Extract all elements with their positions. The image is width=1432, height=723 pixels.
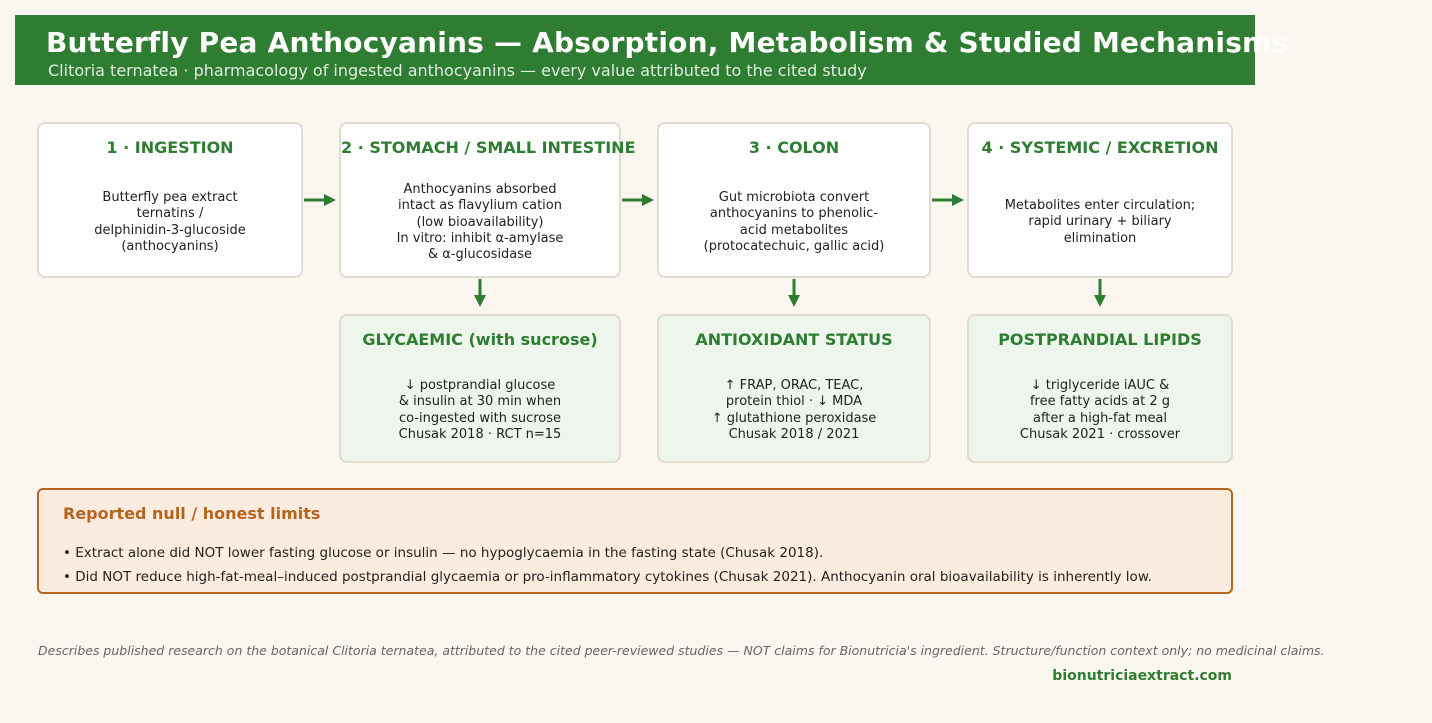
outcome-title: GLYCAEMIC (with sucrose): [362, 330, 598, 349]
arrow-down-icon: [1092, 279, 1108, 309]
stage-line: (anthocyanins): [121, 238, 219, 254]
stage-line: Anthocyanins absorbed: [403, 182, 557, 197]
stage-ingestion-box: [37, 122, 303, 278]
limits-item: • Extract alone did NOT lower fasting glucose or insulin — no hypoglycaemia in the fasting state (Chusak 2018).: [63, 545, 824, 561]
stage-line: Butterfly pea extract: [102, 190, 238, 205]
stage-systemic-box: [967, 122, 1233, 278]
outcome-line: ↑ glutathione peroxidase: [711, 410, 877, 426]
limits-panel: [37, 488, 1233, 594]
outcome-line: after a high-fat meal: [1032, 410, 1168, 426]
stage-line: elimination: [1063, 230, 1137, 246]
outcome-line: & insulin at 30 min when: [398, 394, 562, 410]
page-subtitle: Clitoria ternatea · pharmacology of ingested anthocyanins — every value attributed to the cited study: [48, 61, 867, 80]
stage-description: [659, 190, 929, 255]
outcome-title: ANTIOXIDANT STATUS: [695, 330, 893, 349]
stage-stomach-box: [339, 122, 636, 278]
stage-line: anthocyanins to phenolic-: [709, 206, 879, 222]
stage-line: Gut microbiota convert: [718, 190, 870, 205]
stage-line: (protocatechuic, gallic acid): [703, 238, 885, 254]
arrow-right-icon: [932, 192, 966, 208]
stage-title: 4 · SYSTEMIC / EXCRETION: [981, 138, 1219, 157]
disclaimer-text: Describes published research on the botanical Clitoria ternatea, attributed to the cited peer-reviewed studies — NOT claims for Bionutricia's ingredient. Structure/function context only; no medicinal claims.: [38, 643, 1325, 658]
outcome-line: Chusak 2018 / 2021: [728, 426, 860, 442]
outcome-title: POSTPRANDIAL LIPIDS: [998, 330, 1202, 349]
stage-line: intact as flavylium cation: [398, 198, 562, 214]
stage-line: In vitro: inhibit α-amylase: [396, 230, 564, 246]
stage-line: rapid urinary + biliary: [1028, 214, 1172, 230]
outcome-description: [969, 378, 1231, 443]
stage-line: Metabolites enter circulation;: [1004, 198, 1196, 213]
stage-title: 1 · INGESTION: [106, 138, 234, 157]
arrow-right-icon: [304, 192, 338, 208]
limits-title: Reported null / honest limits: [63, 504, 321, 523]
outcome-line: ↓ postprandial glucose: [404, 378, 556, 393]
stage-line: & α-glucosidase: [427, 247, 533, 263]
stage-line: ternatins /: [136, 206, 204, 222]
stage-description: [39, 190, 301, 255]
outcome-lipids-box: [967, 314, 1233, 463]
outcome-line: Chusak 2018 · RCT n=15: [398, 426, 562, 442]
outcome-line: co-ingested with sucrose: [398, 410, 562, 426]
outcome-line: ↑ FRAP, ORAC, TEAC,: [724, 378, 864, 393]
stage-colon-box: [657, 122, 931, 278]
page-title: Butterfly Pea Anthocyanins — Absorption, Metabolism & Studied Mechanisms: [46, 26, 1289, 59]
stage-title: 3 · COLON: [748, 138, 840, 157]
stage-title: 2 · STOMACH / SMALL INTESTINE: [341, 138, 636, 157]
outcome-line: free fatty acids at 2 g: [1029, 394, 1171, 410]
website-link[interactable]: bionutriciaextract.com: [1052, 668, 1232, 684]
arrow-down-icon: [472, 279, 488, 309]
arrow-right-icon: [622, 192, 656, 208]
outcome-antioxidant-box: [657, 314, 931, 463]
stage-description: [341, 182, 619, 263]
outcome-line: Chusak 2021 · crossover: [1019, 426, 1181, 442]
outcome-glycaemic-box: [339, 314, 621, 463]
arrow-down-icon: [786, 279, 802, 309]
stage-line: acid metabolites: [739, 222, 849, 238]
outcome-line: protein thiol · ↓ MDA: [725, 394, 863, 410]
stage-line: (low bioavailability): [416, 214, 544, 230]
limits-item: • Did NOT reduce high-fat-meal–induced postprandial glycaemia or pro-inflammatory cytokines (Chusak 2021). Anthocyanin oral bioavailability is inherently low.: [63, 569, 1152, 585]
outcome-description: [341, 378, 619, 443]
outcome-line: ↓ triglyceride iAUC &: [1030, 378, 1170, 393]
stage-description: [969, 198, 1231, 247]
stage-line: delphinidin-3-glucoside: [94, 222, 246, 238]
outcome-description: [659, 378, 929, 443]
